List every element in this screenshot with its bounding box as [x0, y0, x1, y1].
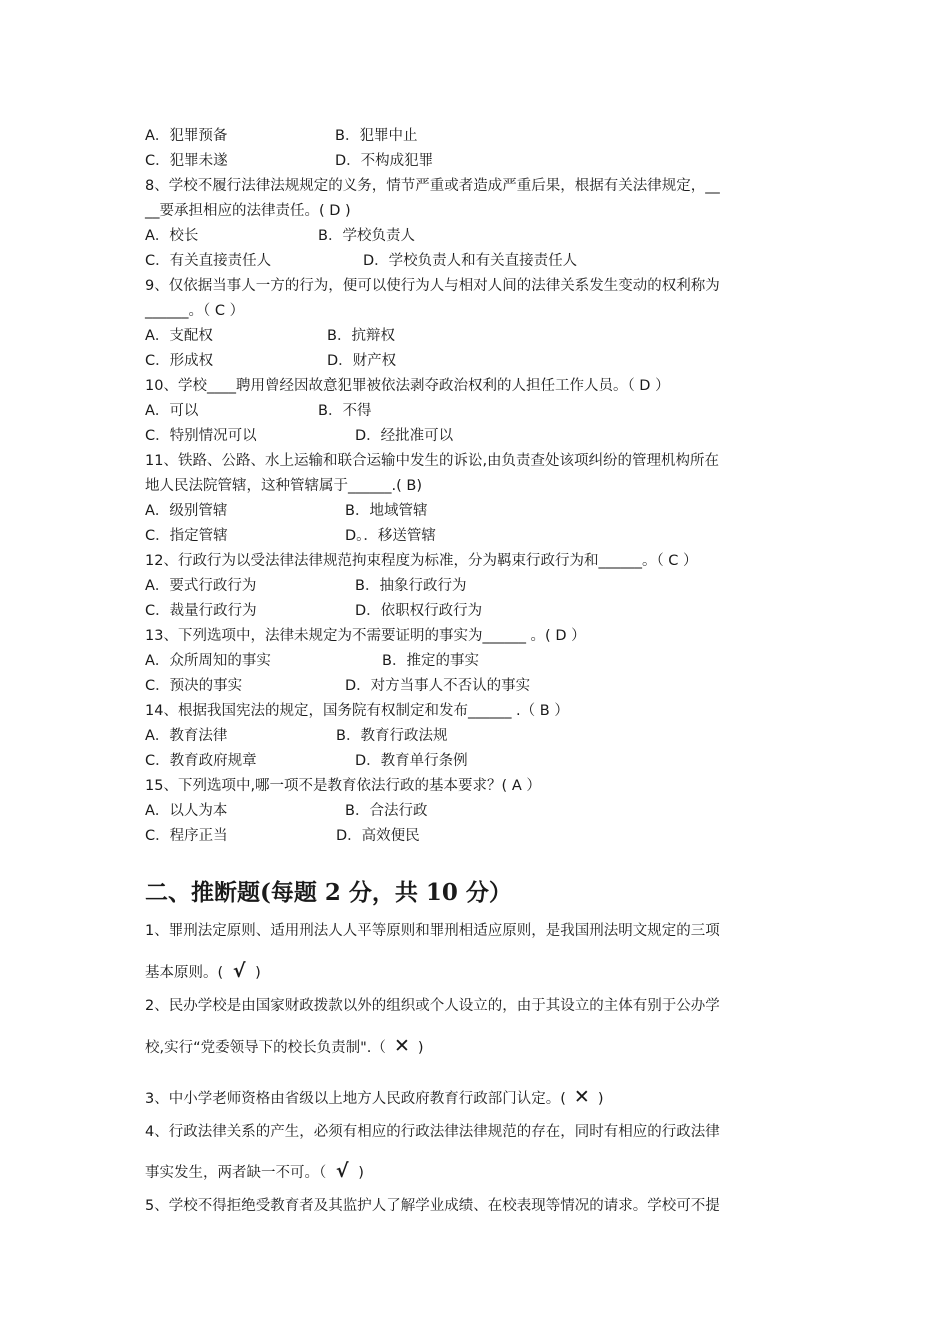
- j1-text-suffix: ): [255, 965, 261, 981]
- q8-text-line2: __要承担相应的法律责任。( D ): [145, 203, 351, 219]
- q14-option-b: B．教育行政法规: [336, 728, 448, 744]
- q12-option-a: A．要式行政行为: [145, 578, 257, 594]
- q9-option-c: C．形成权: [145, 353, 214, 369]
- q11-text-line2: 地人民法院管辖，这种管辖属于______.( B): [145, 478, 422, 494]
- q9-option-a: A．支配权: [145, 328, 213, 344]
- q9-text-line1: 9、仅依据当事人一方的行为，便可以使行为人与相对人间的法律关系发生变动的权利称为: [145, 278, 720, 294]
- q11-option-a: A．级别管辖: [145, 503, 228, 519]
- q11-option-d: D。．移送管辖: [345, 528, 436, 544]
- j2-text-line1: 2、民办学校是由国家财政拨款以外的组织或个人设立的，由于其设立的主体有别于公办学: [145, 998, 720, 1014]
- q14-option-d: D．教育单行条例: [355, 753, 468, 769]
- q8-option-a: A．校长: [145, 228, 199, 244]
- q12-option-b: B．抽象行政行为: [355, 578, 467, 594]
- q11-option-b: B．地域管辖: [345, 503, 428, 519]
- q7-option-a: A．犯罪预备: [145, 128, 228, 144]
- q14-option-a: A．教育法律: [145, 728, 228, 744]
- q15-option-d: D．高效便民: [336, 828, 420, 844]
- q10-option-a: A．可以: [145, 403, 199, 419]
- q11-option-c: C．指定管辖: [145, 528, 228, 544]
- q10-text-line1: 10、学校____聘用曾经因故意犯罪被依法剥夺政治权利的人担任工作人员。（ D ）: [145, 378, 670, 394]
- q15-option-b: B．合法行政: [345, 803, 428, 819]
- j2-text-line2: [145, 1035, 424, 1059]
- section-title: 二、推断题(每题 2 分，共 10 分）: [145, 879, 512, 906]
- cross-mark-icon: ✕: [573, 1086, 590, 1108]
- q8-text-line1: 8、学校不履行法律法规规定的义务，情节严重或者造成严重后果，根据有关法律规定，__: [145, 178, 720, 194]
- q13-text-line1: 13、下列选项中，法律未规定为不需要证明的事实为______ 。( D ）: [145, 628, 586, 644]
- q8-option-d: D．学校负责人和有关直接责任人: [363, 253, 578, 269]
- q7-option-b: B．犯罪中止: [335, 128, 418, 144]
- j1-text-line2: [145, 960, 261, 984]
- j1-text-line1: 1、罪刑法定原则、适用刑法人人平等原则和罪刑相适应原则，是我国刑法明文规定的三项: [145, 923, 720, 939]
- j4-text-line1: 4、行政法律关系的产生，必须有相应的行政法律法律规范的存在，同时有相应的行政法律: [145, 1124, 720, 1140]
- j4-text-line2: [145, 1160, 364, 1184]
- j1-text-prefix: 基本原则。(: [145, 965, 224, 981]
- j4-text-prefix: 事实发生，两者缺一不可。（: [145, 1165, 327, 1181]
- q10-option-d: D．经批准可以: [355, 428, 454, 444]
- check-mark-icon: √: [232, 960, 246, 982]
- q15-text-line1: 15、下列选项中,哪一项不是教育依法行政的基本要求？( A ）: [145, 778, 541, 794]
- q8-option-c: C．有关直接责任人: [145, 253, 272, 269]
- q10-option-c: C．特别情况可以: [145, 428, 257, 444]
- q8-option-b: B．学校负责人: [318, 228, 415, 244]
- q13-option-a: A．众所周知的事实: [145, 653, 271, 669]
- cross-mark-icon: ✕: [393, 1035, 410, 1057]
- q13-option-b: B．推定的事实: [382, 653, 479, 669]
- j2-text-prefix: 校,实行“党委领导下的校长负责制".（: [145, 1040, 386, 1056]
- q12-text-line1: 12、行政行为以受法律法律规范拘束程度为标准，分为羁束行政行为和______。（ C ）: [145, 553, 698, 569]
- q9-option-d: D．财产权: [327, 353, 397, 369]
- j3-text-prefix: 3、中小学老师资格由省级以上地方人民政府教育行政部门认定。(: [145, 1091, 566, 1107]
- q14-option-c: C．教育政府规章: [145, 753, 257, 769]
- q9-option-b: B．抗辩权: [327, 328, 395, 344]
- q12-option-c: C．裁量行政行为: [145, 603, 257, 619]
- q15-option-a: A．以人为本: [145, 803, 228, 819]
- j2-text-suffix: ): [417, 1040, 424, 1056]
- q12-option-d: D．依职权行政行为: [355, 603, 483, 619]
- check-mark-icon: √: [335, 1160, 349, 1182]
- q9-text-line2: ______。（ C ）: [145, 303, 245, 319]
- q13-option-d: D．对方当事人不否认的事实: [345, 678, 531, 694]
- j5-text-line1: 5、学校不得拒绝受教育者及其监护人了解学业成绩、在校表现等情况的请求。学校可不提: [145, 1198, 720, 1214]
- q7-option-d: D．不构成犯罪: [335, 153, 434, 169]
- j4-text-suffix: ): [358, 1165, 364, 1181]
- q10-option-b: B．不得: [318, 403, 372, 419]
- q7-option-c: C．犯罪未遂: [145, 153, 228, 169]
- q13-option-c: C．预决的事实: [145, 678, 243, 694]
- q15-option-c: C．程序正当: [145, 828, 228, 844]
- q11-text-line1: 11、铁路、公路、水上运输和联合运输中发生的诉讼,由负责查处该项纠纷的管理机构所在: [145, 453, 720, 469]
- j3-text-line1: [145, 1086, 604, 1110]
- j3-text-suffix: ): [597, 1091, 604, 1107]
- q14-text-line1: 14、根据我国宪法的规定，国务院有权制定和发布______ .（ B ）: [145, 703, 569, 719]
